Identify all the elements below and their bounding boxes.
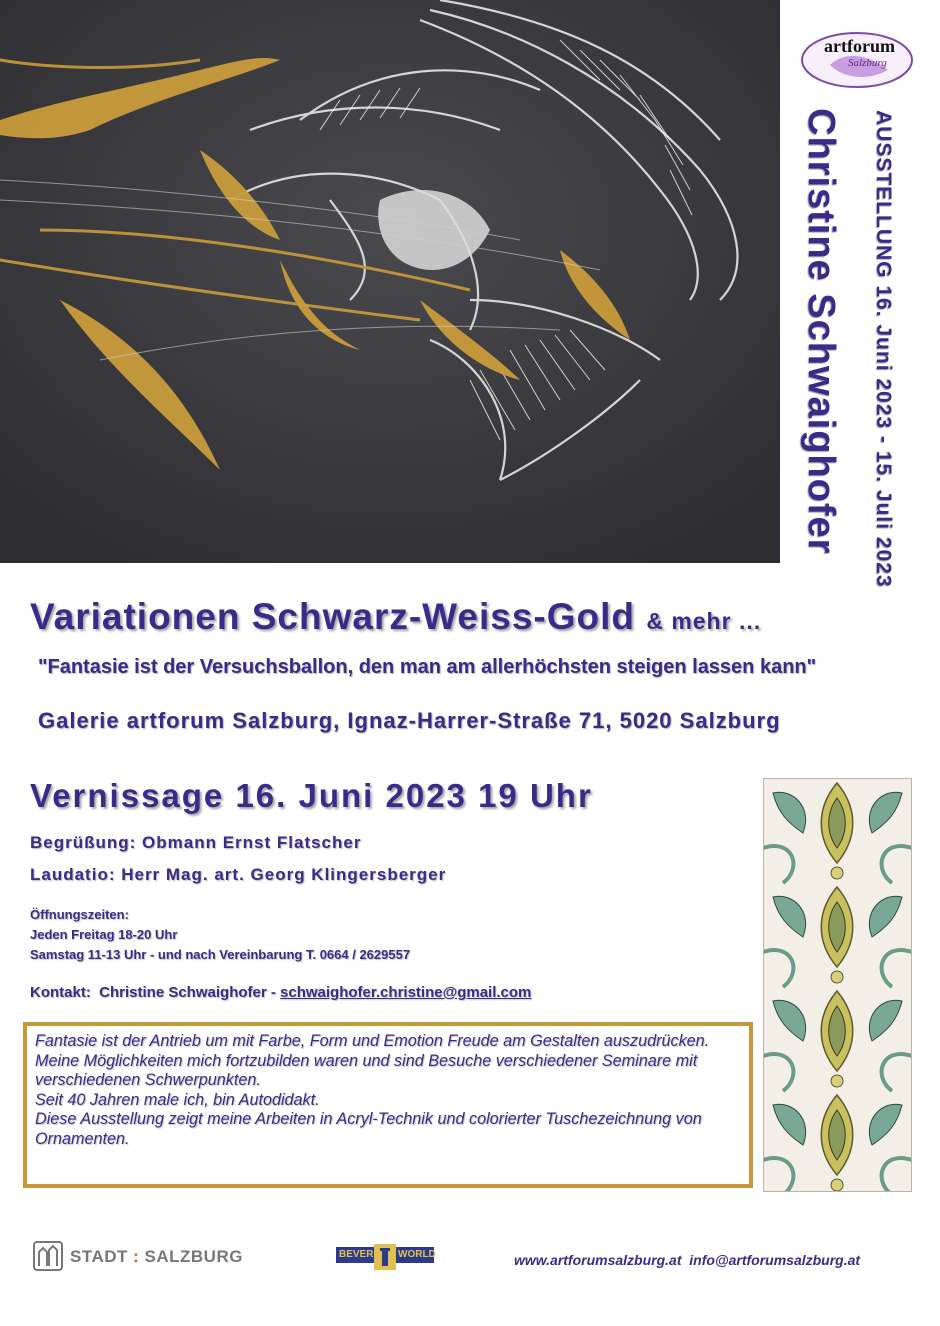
footer-email-link[interactable]: info@artforumsalzburg.at xyxy=(689,1252,861,1268)
stadt-logo-text-right: SALZBURG xyxy=(144,1247,243,1266)
quote-text: "Fantasie ist der Versuchsballon, den man am allerhöchsten steigen lassen kann" xyxy=(38,656,817,678)
greeting-line: Begrüßung: Obmann Ernst Flatscher xyxy=(30,833,362,852)
statement-paragraph: Diese Ausstellung zeigt meine Arbeiten in Acryl-Technik und colorierter Tuschezeichnung von Ornamenten. xyxy=(35,1110,702,1148)
artist-statement-box xyxy=(23,1022,753,1188)
statement-paragraph: Meine Möglichkeiten mich fortzubilden waren und sind Besuche verschiedener Seminare mit verschiedenen Schwerpunkten. xyxy=(35,1051,698,1089)
opening-hours-friday: Jeden Freitag 18-20 Uhr xyxy=(30,927,178,942)
contact-email-link[interactable]: schwaighofer.christine@gmail.com xyxy=(280,984,532,1001)
exhibition-dates-vertical: AUSSTELLUNG 16. Juni 2023 - 15. Juli 2023 xyxy=(872,110,895,588)
logo-subtitle: Salzburg xyxy=(848,57,887,69)
beverworld-logo xyxy=(336,1244,434,1270)
contact-line xyxy=(30,984,531,1001)
exhibition-title xyxy=(30,596,761,638)
logo-wordmark: artforum xyxy=(824,36,895,56)
contact-label: Kontakt: Christine Schwaighofer - xyxy=(30,984,281,1001)
artforum-logo xyxy=(800,30,915,92)
vernissage-heading: Vernissage 16. Juni 2023 19 Uhr xyxy=(30,777,593,814)
exhibition-title-main: Variationen Schwarz-Weiss-Gold xyxy=(30,596,636,637)
laudatio-line: Laudatio: Herr Mag. art. Georg Klingersberger xyxy=(30,865,447,884)
footer-contact xyxy=(514,1252,860,1268)
bever-logo-left: BEVER xyxy=(339,1249,374,1260)
footer-website-link[interactable]: www.artforumsalzburg.at xyxy=(514,1252,682,1268)
venue-address: Galerie artforum Salzburg, Ignaz-Harrer-Straße 71, 5020 Salzburg xyxy=(38,708,781,733)
abstract-painting-image xyxy=(0,0,780,563)
bever-logo-right: WORLD xyxy=(398,1249,436,1260)
artist-name-vertical: Christine Schwaighofer xyxy=(800,108,842,555)
ornament-drawing-image xyxy=(763,778,912,1192)
statement-paragraph: Fantasie ist der Antrieb um mit Farbe, Form und Emotion Freude am Gestalten auszudrücken. xyxy=(35,1032,710,1050)
statement-paragraph: Seit 40 Jahren male ich, bin Autodidakt. xyxy=(35,1090,320,1109)
stadt-salzburg-logo: STADT : SALZBURG xyxy=(30,1238,66,1274)
opening-hours-saturday: Samstag 11-13 Uhr - und nach Vereinbarung T. 0664 / 2629557 xyxy=(30,947,411,962)
opening-hours xyxy=(30,905,410,965)
exhibition-title-suffix: & mehr ... xyxy=(646,608,762,634)
city-crest-icon xyxy=(30,1238,66,1274)
stadt-logo-text-left: STADT xyxy=(70,1247,128,1266)
opening-hours-heading: Öffnungszeiten: xyxy=(30,907,129,922)
